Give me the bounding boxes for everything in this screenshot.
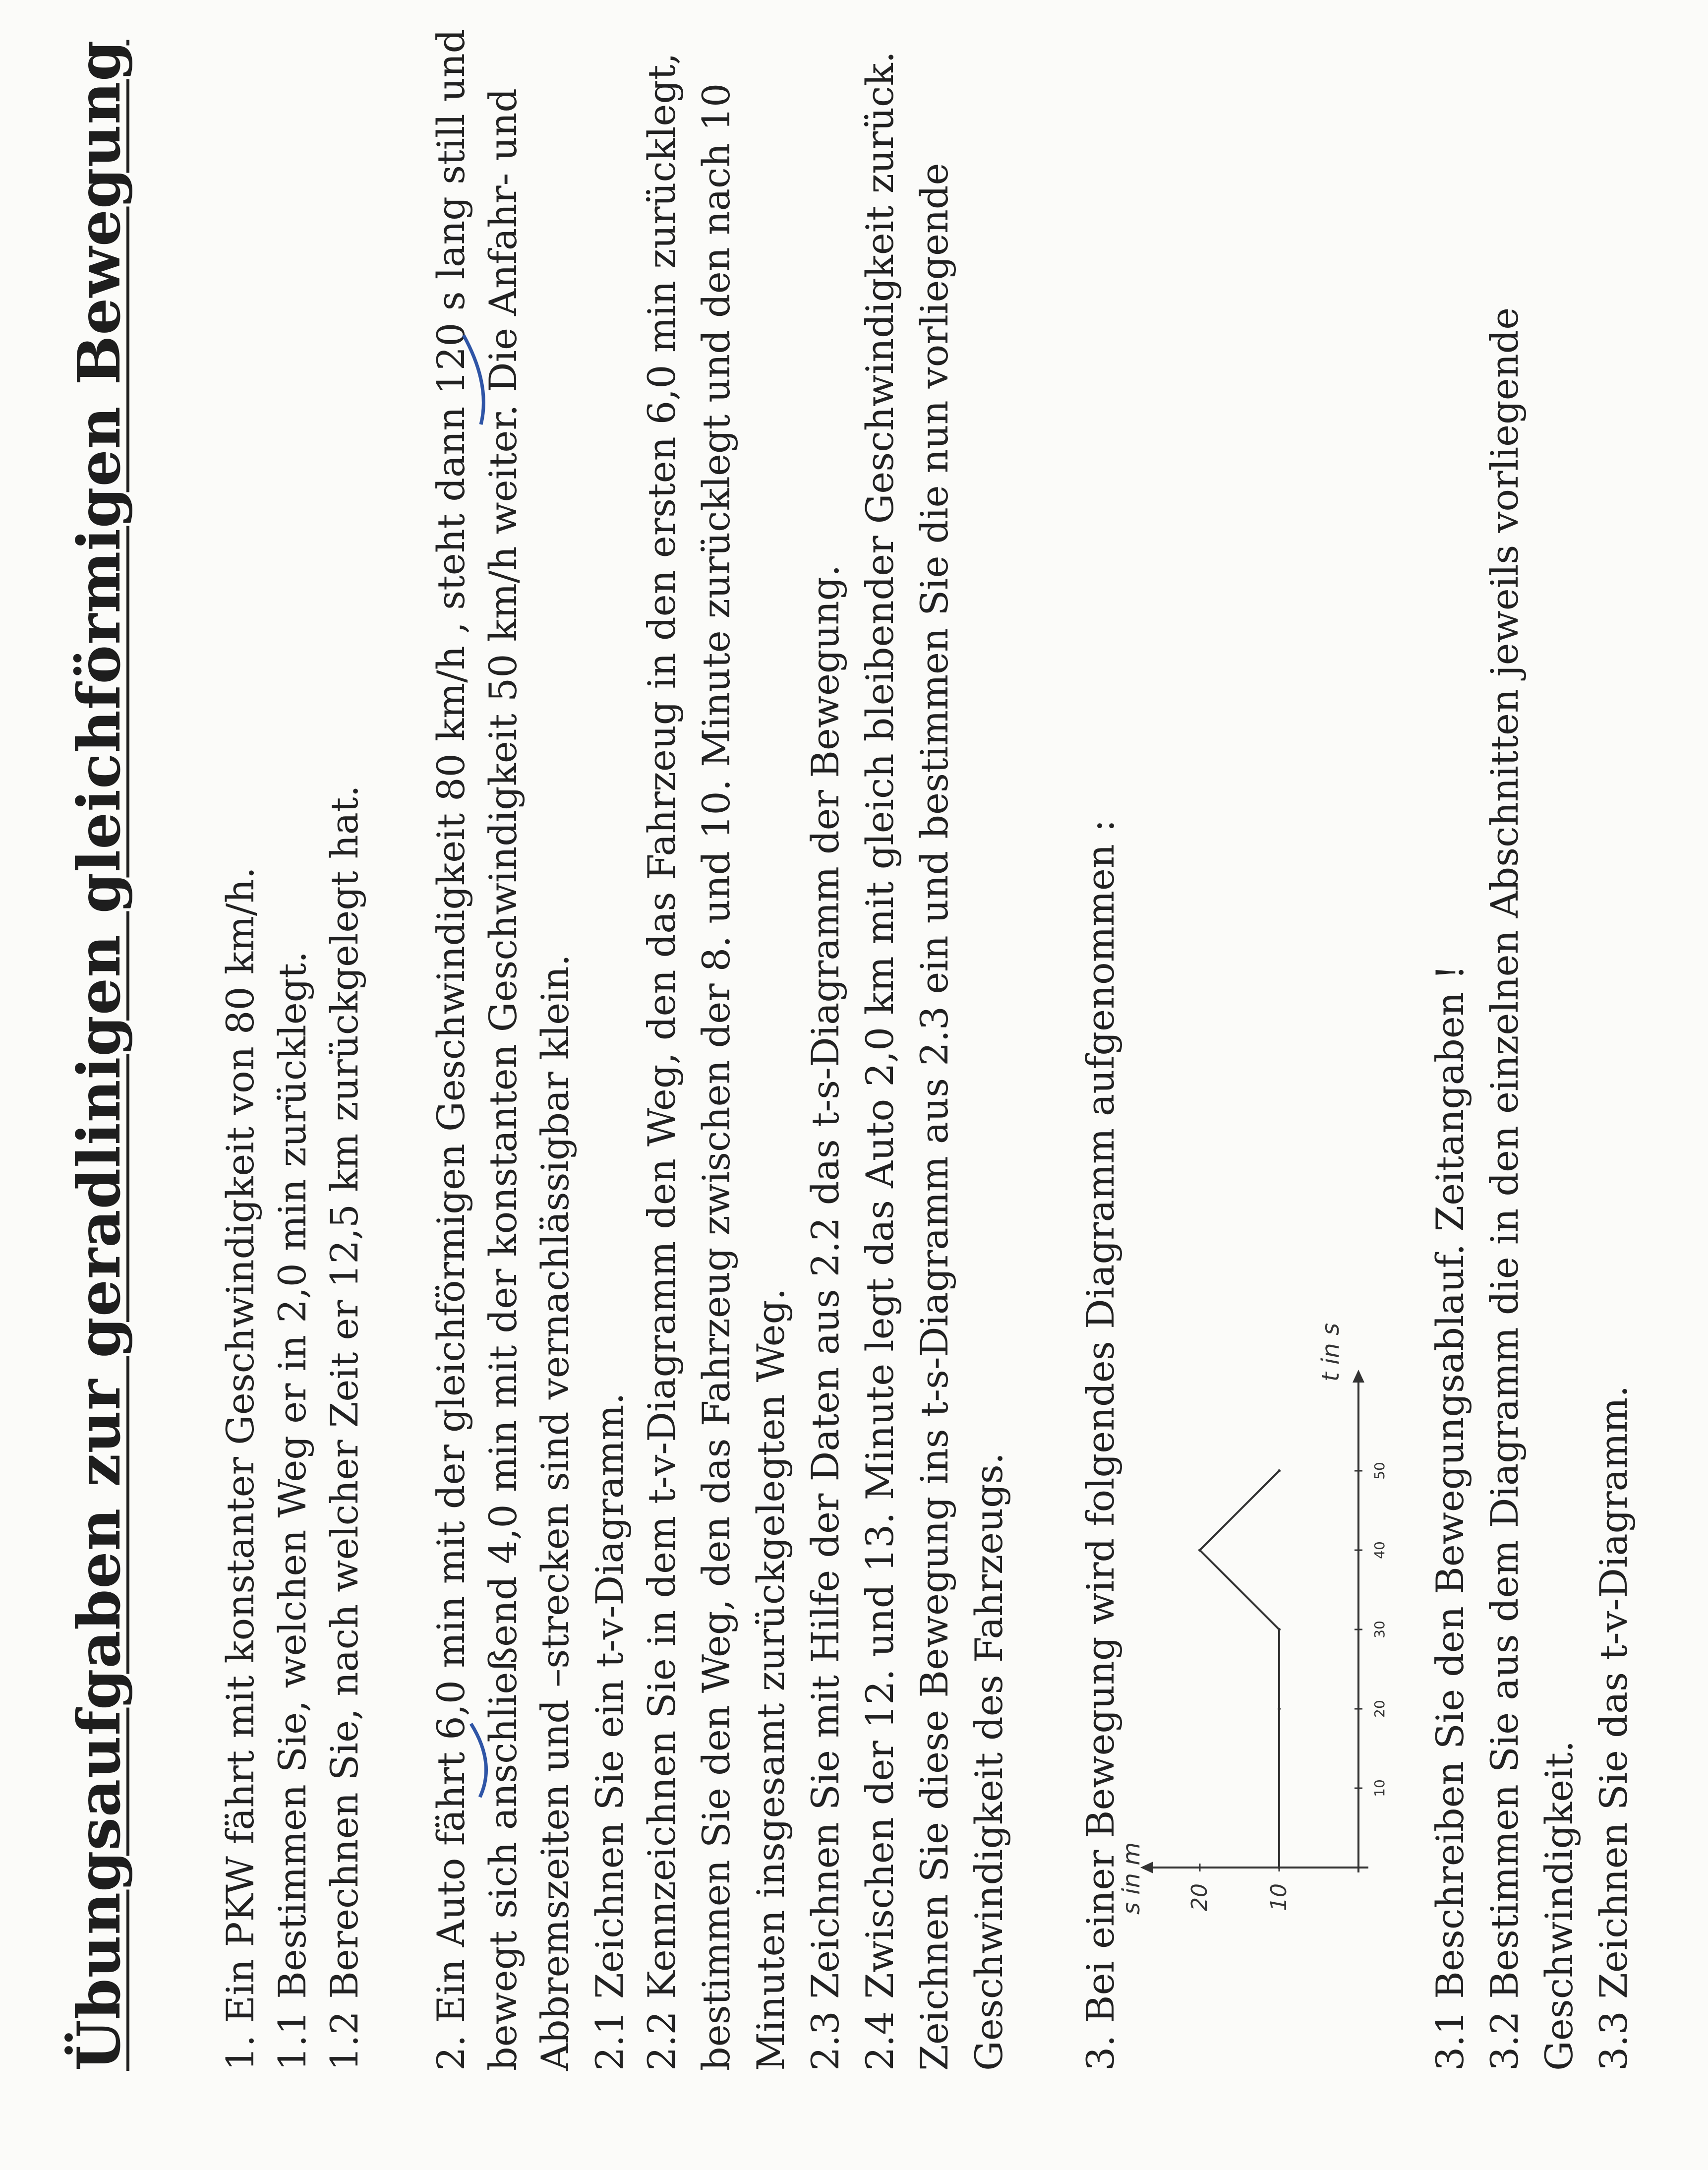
task2-question-2-line-1: 2.2 Kennzeichnen Sie in dem t-v-Diagramm den Weg, den das Fahrzeug in den ersten 6,0 min zurücklegt, [640, 53, 684, 2071]
x-tick-label: 20 [1371, 1700, 1388, 1718]
task1-question-1: 1.1 Bestimmen Sie, welchen Weg er in 2,0 min zurücklegt. [270, 951, 314, 2071]
task2-question-2-line-3: Minuten insgesamt zurückgelegten Weg. [749, 1288, 793, 2071]
diagram-series-line [1200, 1471, 1279, 1868]
task3-question-2-line-1: 3.2 Bestimmen Sie aus dem Diagramm die in den einzelnen Abschnitten jeweils vorliegende [1482, 307, 1527, 2071]
task2-question-4-line-3: Geschwindigkeit des Fahrzeugs. [967, 1452, 1011, 2071]
pen-underline-80-kmh [464, 335, 483, 424]
y-tick-label: 20 [1187, 1883, 1212, 1911]
x-tick-label: 30 [1371, 1621, 1388, 1638]
task3-question-3: 3.3 Zeichnen Sie das t-v-Diagramm. [1591, 1385, 1636, 2071]
task2-intro-line-1: 2. Ein Auto fährt 6,0 min mit der gleichförmigen Geschwindigkeit 80 km/h , steht dann 120 s lang still und [429, 29, 473, 2071]
task1-intro: 1. Ein PKW fährt mit konstanter Geschwindigkeit von 80 km/h. [218, 867, 262, 2071]
task2-question-4-line-1: 2.4 Zwischen der 12. und 13. Minute legt das Auto 2,0 km mit gleich bleibender Geschwindigkeit zurück. [858, 51, 902, 2071]
t-s-diagram [1118, 1312, 1423, 1932]
x-tick-label: 40 [1371, 1541, 1388, 1559]
task2-question-1: 2.1 Zeichnen Sie ein t-v-Diagramm. [588, 1392, 632, 2071]
y-tick-label: 10 [1266, 1883, 1292, 1911]
task1-question-2: 1.2 Berechnen Sie, nach welcher Zeit er 12,5 km zurückgelegt hat. [322, 785, 366, 2071]
pen-underline-6-min [471, 1724, 486, 1797]
y-axis-label: s in m [1118, 1842, 1145, 1915]
diagram-labels [1118, 1323, 1388, 1915]
x-tick-label: 10 [1371, 1779, 1388, 1797]
task2-question-3: 2.3 Zeichnen Sie mit Hilfe der Daten aus 2.2 das t-s-Diagramm der Bewegung. [803, 564, 847, 2071]
task3-question-1: 3.1 Beschreiben Sie den Bewegungsablauf. Zeitangaben ! [1428, 964, 1472, 2071]
page-title: Übungsaufgaben zur geradlinigen gleichförmigen Bewegung [64, 40, 133, 2071]
diagram-axes [1140, 1370, 1368, 1873]
diagram-ticks [1198, 1469, 1362, 1871]
task3-intro: 3. Bei einer Bewegung wird folgendes Diagramm aufgenommen : [1078, 819, 1122, 2071]
task2-intro-line-3: Abbremszeiten und –strecken sind vernachlässigbar klein. [533, 954, 577, 2071]
x-axis-arrow [1353, 1370, 1364, 1383]
task3-question-2-line-2: Geschwindigkeit. [1537, 1740, 1581, 2071]
task2-question-2-line-2: bestimmen Sie den Weg, den das Fahrzeug zwischen der 8. und 10. Minute zurücklegt und den nach 10 [694, 83, 738, 2071]
task2-question-4-line-2: Zeichnen Sie diese Bewegung ins t-s-Diagramm aus 2.3 ein und bestimmen Sie die nun vorliegende [912, 163, 956, 2071]
x-tick-label: 50 [1371, 1462, 1388, 1480]
task2-intro-line-2: bewegt sich anschließend 4,0 min mit der konstanten Geschwindigkeit 50 km/h weiter. Die Anfahr- und [481, 88, 525, 2071]
x-axis-label: t in s [1317, 1323, 1345, 1382]
